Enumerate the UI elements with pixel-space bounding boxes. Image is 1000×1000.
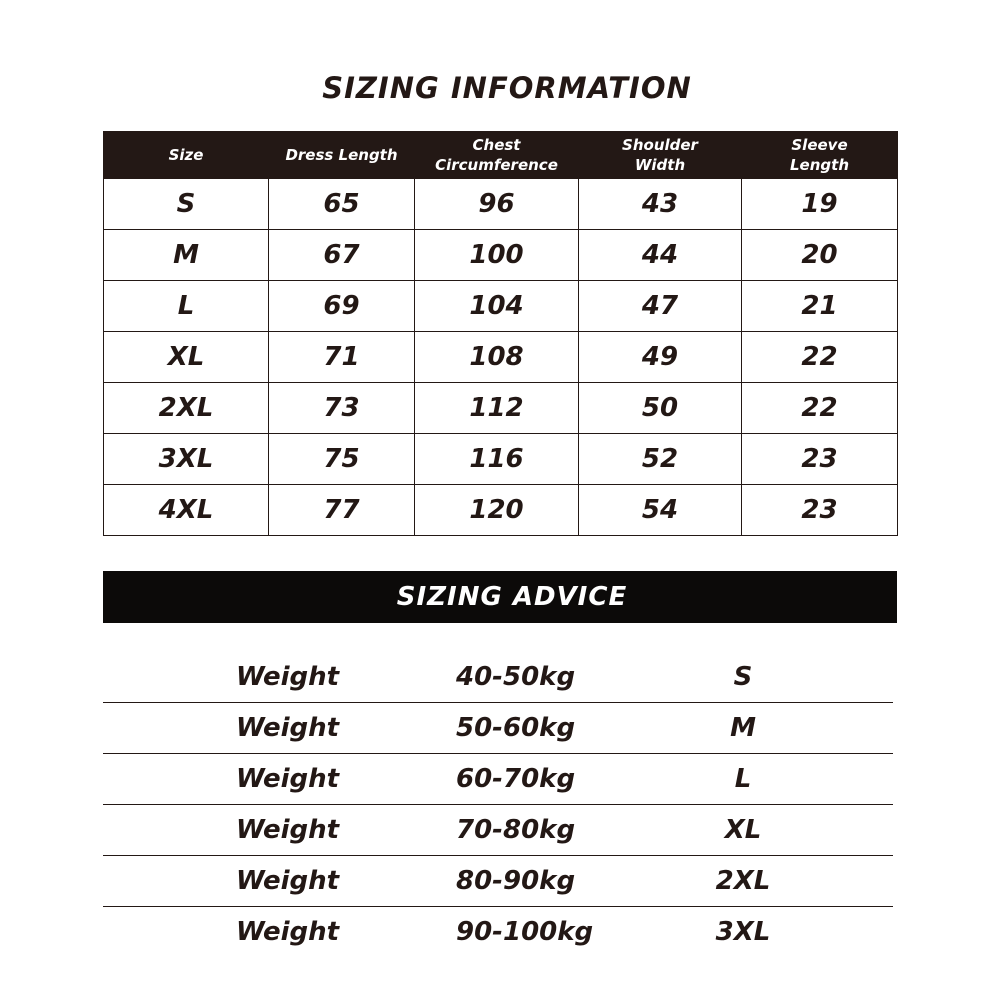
table-row bbox=[104, 485, 898, 536]
cell-sleeve-length: 21 bbox=[742, 281, 898, 332]
cell-size: M bbox=[104, 230, 269, 281]
cell-dress-length: 73 bbox=[269, 383, 415, 434]
table-row bbox=[104, 383, 898, 434]
advice-weight-label: Weight bbox=[236, 866, 340, 896]
cell-shoulder-width: 44 bbox=[579, 230, 742, 281]
advice-weight-label: Weight bbox=[236, 662, 340, 692]
sizing-advice-banner bbox=[103, 571, 897, 623]
advice-weight-label: Weight bbox=[236, 764, 340, 794]
table-row bbox=[104, 332, 898, 383]
cell-shoulder-width: 49 bbox=[579, 332, 742, 383]
cell-shoulder-width: 54 bbox=[579, 485, 742, 536]
cell-shoulder-width: 47 bbox=[579, 281, 742, 332]
advice-row bbox=[103, 703, 893, 754]
cell-size: XL bbox=[104, 332, 269, 383]
advice-row bbox=[103, 652, 893, 703]
advice-recommended-size: M bbox=[730, 713, 756, 743]
cell-sleeve-length: 22 bbox=[742, 332, 898, 383]
advice-row bbox=[103, 805, 893, 856]
table-row bbox=[104, 281, 898, 332]
cell-chest-circumference: 104 bbox=[415, 281, 579, 332]
sizing-advice-title: SIZING ADVICE bbox=[396, 582, 628, 612]
cell-dress-length: 65 bbox=[269, 179, 415, 230]
cell-chest-circumference: 96 bbox=[415, 179, 579, 230]
cell-sleeve-length: 20 bbox=[742, 230, 898, 281]
cell-size: 3XL bbox=[104, 434, 269, 485]
cell-size: 2XL bbox=[104, 383, 269, 434]
cell-dress-length: 71 bbox=[269, 332, 415, 383]
cell-sleeve-length: 23 bbox=[742, 485, 898, 536]
advice-weight-label: Weight bbox=[236, 713, 340, 743]
cell-chest-circumference: 108 bbox=[415, 332, 579, 383]
cell-shoulder-width: 50 bbox=[579, 383, 742, 434]
advice-row bbox=[103, 856, 893, 907]
sizing-advice-list bbox=[103, 652, 893, 957]
advice-weight-label: Weight bbox=[236, 917, 340, 947]
column-header-chest-circumference: Chest Circumference bbox=[415, 132, 579, 179]
advice-recommended-size: 3XL bbox=[715, 917, 771, 947]
cell-chest-circumference: 116 bbox=[415, 434, 579, 485]
advice-weight-range: 50-60kg bbox=[456, 713, 576, 743]
advice-weight-range: 40-50kg bbox=[456, 662, 576, 692]
advice-weight-range: 70-80kg bbox=[456, 815, 576, 845]
cell-chest-circumference: 100 bbox=[415, 230, 579, 281]
advice-recommended-size: 2XL bbox=[715, 866, 771, 896]
advice-row bbox=[103, 907, 893, 957]
cell-sleeve-length: 22 bbox=[742, 383, 898, 434]
column-header-dress-length: Dress Length bbox=[269, 132, 415, 179]
cell-sleeve-length: 23 bbox=[742, 434, 898, 485]
sizing-information-title: SIZING INFORMATION bbox=[322, 71, 692, 105]
cell-chest-circumference: 120 bbox=[415, 485, 579, 536]
advice-weight-range: 80-90kg bbox=[456, 866, 576, 896]
advice-row bbox=[103, 754, 893, 805]
column-header-shoulder-width: Shoulder Width bbox=[579, 132, 742, 179]
advice-weight-range: 60-70kg bbox=[456, 764, 576, 794]
table-row bbox=[104, 230, 898, 281]
advice-recommended-size: L bbox=[734, 764, 752, 794]
sizing-table bbox=[103, 131, 898, 536]
advice-weight-label: Weight bbox=[236, 815, 340, 845]
table-row bbox=[104, 179, 898, 230]
cell-shoulder-width: 52 bbox=[579, 434, 742, 485]
advice-recommended-size: XL bbox=[724, 815, 762, 845]
advice-weight-range: 90-100kg bbox=[456, 917, 594, 947]
cell-shoulder-width: 43 bbox=[579, 179, 742, 230]
cell-dress-length: 75 bbox=[269, 434, 415, 485]
table-row bbox=[104, 434, 898, 485]
cell-sleeve-length: 19 bbox=[742, 179, 898, 230]
cell-dress-length: 67 bbox=[269, 230, 415, 281]
sizing-table-header bbox=[104, 132, 898, 179]
column-header-size: Size bbox=[104, 132, 269, 179]
column-header-sleeve-length: Sleeve Length bbox=[742, 132, 898, 179]
cell-size: S bbox=[104, 179, 269, 230]
cell-dress-length: 77 bbox=[269, 485, 415, 536]
cell-size: L bbox=[104, 281, 269, 332]
advice-recommended-size: S bbox=[733, 662, 753, 692]
cell-size: 4XL bbox=[104, 485, 269, 536]
cell-dress-length: 69 bbox=[269, 281, 415, 332]
cell-chest-circumference: 112 bbox=[415, 383, 579, 434]
